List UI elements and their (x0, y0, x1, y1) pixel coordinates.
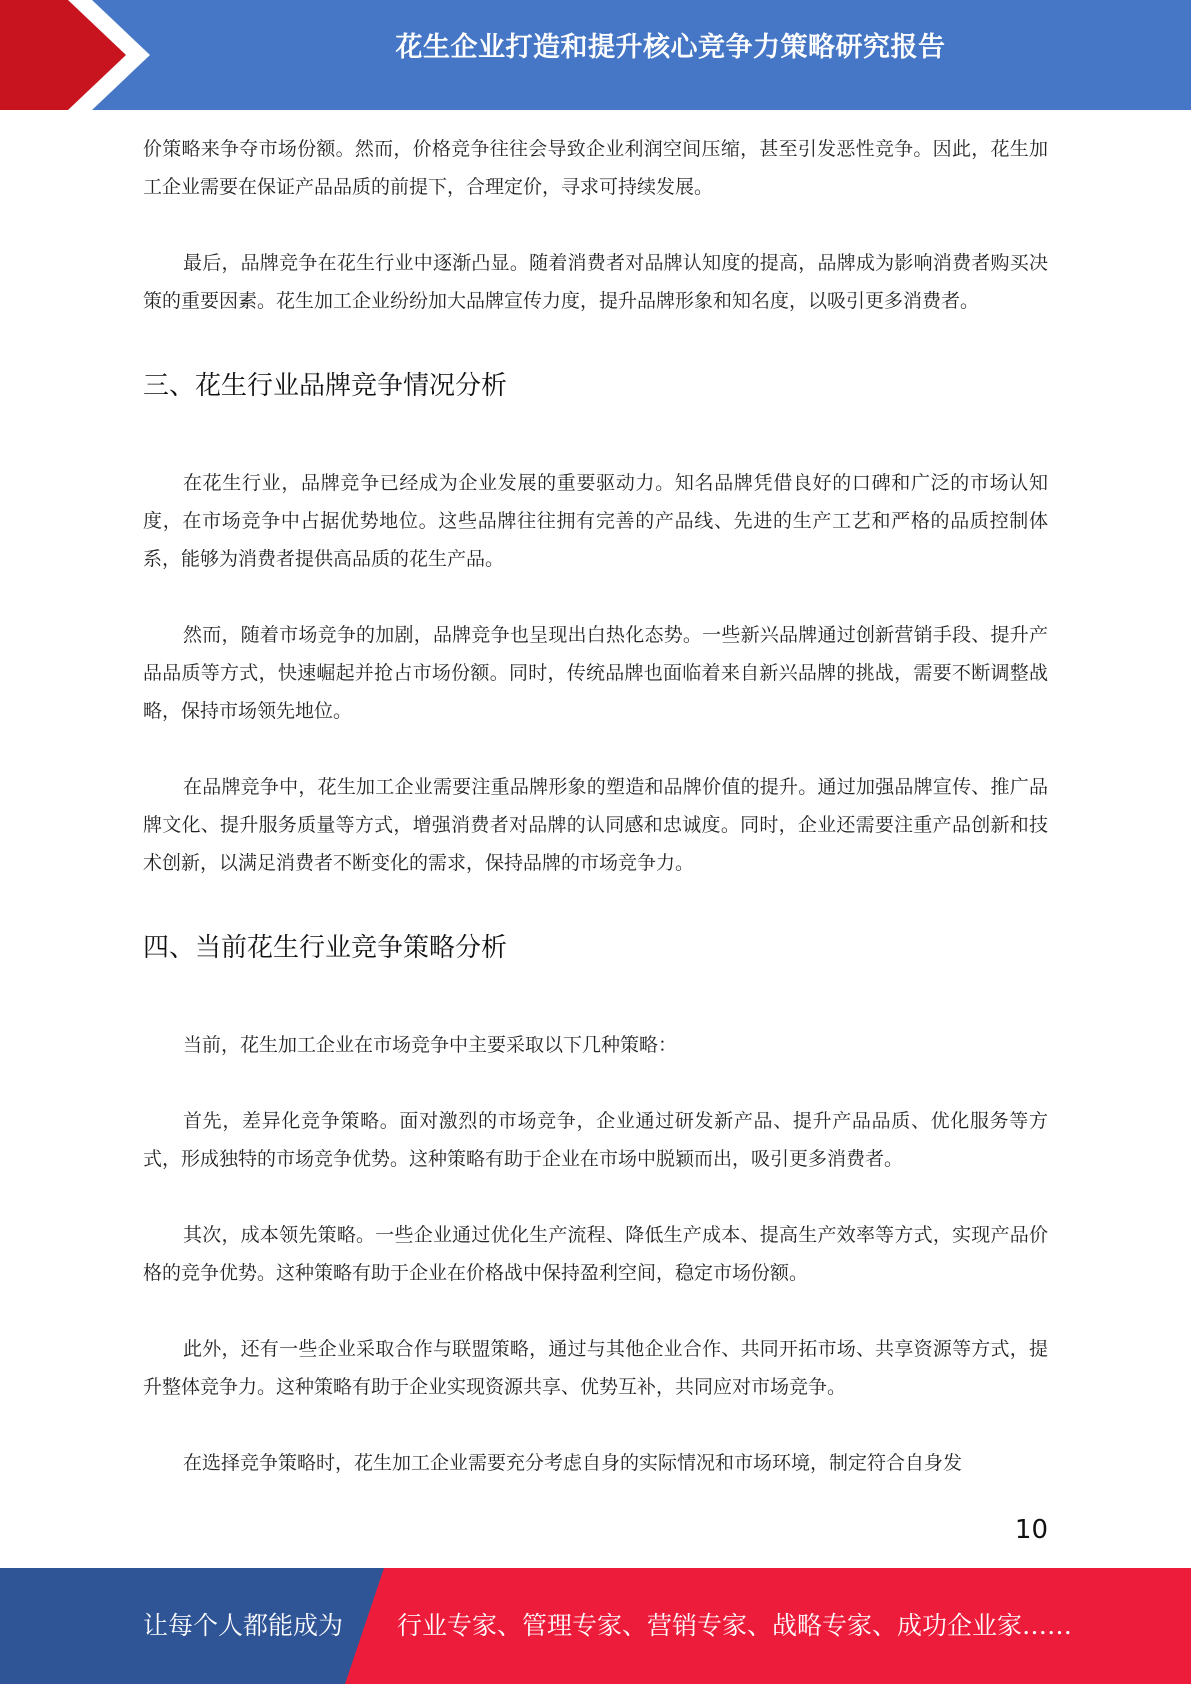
paragraph: 其次，成本领先策略。一些企业通过优化生产流程、降低生产成本、提高生产效率等方式，实现产品价格的竞争优势。这种策略有助于企业在价格战中保持盈利空间，稳定市场份额。 (143, 1224, 1048, 1284)
footer-slogan-left: 让每个人都能成为 (143, 1611, 344, 1640)
paragraph: 最后，品牌竞争在花生行业中逐渐凸显。随着消费者对品牌认知度的提高，品牌成为影响消费者购买决策的重要因素。花生加工企业纷纷加大品牌宣传力度，提升品牌形象和知名度，以吸引更多消费者。 (143, 252, 1048, 312)
page-header (0, 0, 1191, 110)
header-title: 花生企业打造和提升核心竞争力策略研究报告 (395, 32, 946, 63)
paragraph: 此外，还有一些企业采取合作与联盟策略，通过与其他企业合作、共同开拓市场、共享资源等方式，提升整体竞争力。这种策略有助于企业实现资源共享、优势互补，共同应对市场竞争。 (143, 1338, 1048, 1398)
paragraph: 在花生行业，品牌竞争已经成为企业发展的重要驱动力。知名品牌凭借良好的口碑和广泛的市场认知度，在市场竞争中占据优势地位。这些品牌往往拥有完善的产品线、先进的生产工艺和严格的品质控制体系，能够为消费者提供高品质的花生产品。 (143, 472, 1048, 570)
footer-slogan-right: 行业专家、管理专家、营销专家、战略专家、成功企业家…… (397, 1611, 1073, 1640)
document-body (143, 130, 1048, 1482)
paragraph: 首先，差异化竞争策略。面对激烈的市场竞争，企业通过研发新产品、提升产品品质、优化服务等方式，形成独特的市场竞争优势。这种策略有助于企业在市场中脱颖而出，吸引更多消费者。 (143, 1110, 1048, 1170)
paragraph: 在选择竞争策略时，花生加工企业需要充分考虑自身的实际情况和市场环境，制定符合自身发 (183, 1452, 963, 1474)
paragraph: 然而，随着市场竞争的加剧，品牌竞争也呈现出白热化态势。一些新兴品牌通过创新营销手段、提升产品品质等方式，快速崛起并抢占市场份额。同时，传统品牌也面临着来自新兴品牌的挑战，需要不断调整战略，保持市场领先地位。 (143, 624, 1048, 722)
section-heading-3: 三、花生行业品牌竞争情况分析 (143, 371, 508, 401)
page-footer (0, 1568, 1191, 1684)
paragraph: 价策略来争夺市场份额。然而，价格竞争往往会导致企业利润空间压缩，甚至引发恶性竞争。因此，花生加工企业需要在保证产品品质的前提下，合理定价，寻求可持续发展。 (143, 138, 1048, 198)
page-number: 10 (1014, 1515, 1048, 1545)
paragraph: 当前，花生加工企业在市场竞争中主要采取以下几种策略： (183, 1034, 678, 1056)
section-heading-4: 四、当前花生行业竞争策略分析 (143, 933, 508, 963)
paragraph: 在品牌竞争中，花生加工企业需要注重品牌形象的塑造和品牌价值的提升。通过加强品牌宣传、推广品牌文化、提升服务质量等方式，增强消费者对品牌的认同感和忠诚度。同时，企业还需要注重产品创新和技术创新，以满足消费者不断变化的需求，保持品牌的市场竞争力。 (143, 776, 1048, 874)
header-chevron-decoration (0, 0, 160, 110)
